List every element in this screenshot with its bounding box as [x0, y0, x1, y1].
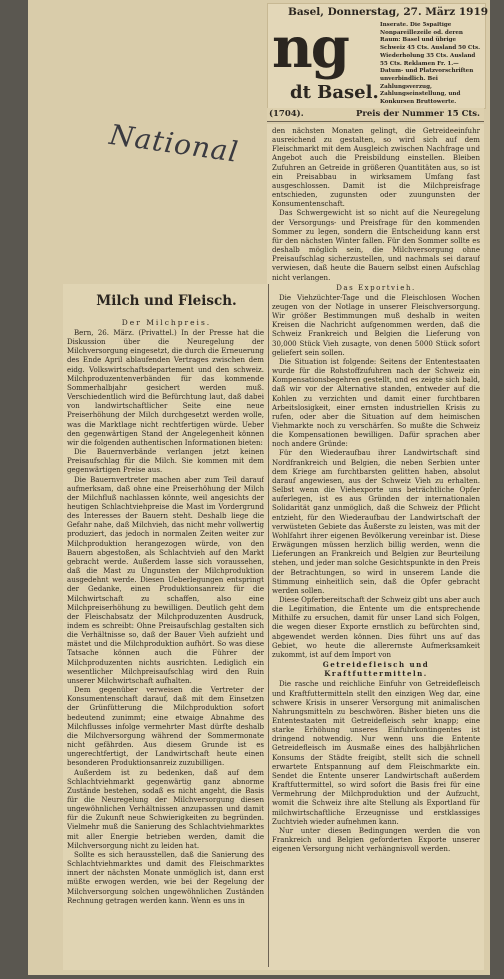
issue-number: (1704). [269, 109, 304, 119]
issue-price: Preis der Nummer 15 Cts. [355, 109, 480, 119]
paragraph: den nächsten Monaten gelingt, die Getreideeinfuhr ausreichend zu gestalten, so wird sich auf dem Fleischmarkt mit dem Ausgleich zwischen Nachfrage und Angebot auch die Preisbildung einstellen. Bleiben Zufuhren an Getreide in größeren Quantitäten aus, so ist ein Preisabbau in wirksamem Umfang fast ausgeschlossen. Damit ist die Milchpreisfrage entschieden, zugunsten oder zuungunsten der Konsumentenschaft. [272, 126, 480, 209]
dateline: Basel, Donnerstag, 27. März 1919 [288, 6, 489, 18]
paragraph: Nur unter diesen Bedingungen werden die von Frankreich und Belgien geforderten Exporte unserer eigenen Versorgung nicht verhängnisvoll werden. [272, 825, 480, 854]
paragraph: Sollte es sich herausstellen, daß die Sanierung des Schlachtviehmarktes und damit des Fleischmarktes innert der nächsten Monate unmöglich ist, dann erst müßte erwogen werden, wie bei der Regelung der Milchversorgung solchen ungewöhnlichen Zuständen Rechnung getragen werden kann. Wenn es uns in [67, 849, 264, 905]
paragraph: Dem gegenüber verweisen die Vertreter der Konsumentenschaft darauf, daß mit dem Einsetzen der Grünfütterung die Milchproduktion sofort bedeutend zunimmt; eine etwaige Abnahme des Milchflusses infolge vermehrter Mast dürfte deshalb die Milchversorgung während der Sommermonate nicht gefährden. Aus diesem Grunde ist es ungerechtfertigt, der Landwirtschaft heute einen besonderen Produktionsanreiz zuzubilligen. [67, 685, 264, 768]
column-separator [268, 284, 269, 967]
section-heading: Getreidefleisch und Kraftfuttermitteln. [322, 660, 430, 679]
left-column-body [67, 328, 264, 964]
paragraph: Die Situation ist folgende: Seitens der Ententestaaten wurde für die Rohstoffzufuhren nach der Schweiz ein Kompensationsbegehren gestellt, und es zeigte sich bald, daß wir vor der Alternative standen, entweder auf die Kohlen zu verzichten und damit einer furchtbaren Arbeitslosigkeit, einer ernsten industriellen Krisis zu rufen, oder aber die Situation auf dem heimischen Viehmarkte noch zu verschärfen. So mußte die Schweiz die Kompensationen bewilligen. Dafür sprachen aber noch andere Gründe: [272, 356, 480, 449]
ad-rates: Inserate. Die 5spaltige Nonpareillezeile od. deren Raum: Basel und übrige Schweiz 45 Cts. Ausland 50 Cts. Wiederholung 35 Cts. Ausland 55 Cts. Reklamen Fr. 1.— Datum- und Platzvorschriften unverbindlich. Bei Zahlungsverzug, Zahlungseinstellung, und Konkursen Bruttowerte. [380, 22, 481, 106]
article-subtitle: Der Milchpreis. [121, 318, 212, 327]
newspaper-logo-fragment: ng [272, 15, 348, 81]
paragraph: Die rasche und reichliche Einfuhr von Getreidefleisch und Kraftfuttermitteln stellt den einzigen Weg dar, eine schwere Krisis in unserer Versorgung mit animalischen Nahrungsmitteln zu beschwören. Bisher bieten uns die Ententestaaten mit Getreidefleisch sehr knapp; eine starke Erhöhung unseres Einfuhrkontingentes ist dringend notwendig. Nur wenn uns die Entente Getreidefleisch im Ausmaße eines des halbjährlichen Konsums der Städte freigibt, stellt sich die schnell erwartete Entspannung auf dem Fleischmarkte ein. Sendet die Entente unserer Landwirtschaft außerdem Kraftfuttermittel, so wird sofort die Basis frei für eine Vermehrung der Milchproduktion und der Aufzucht, womit die Schweiz ihre alte Stellung als Exportland für milchwirtschaftliche Erzeugnisse und erstklassiges Zuchtvieh wieder aufnehmen kann. [272, 679, 480, 826]
paragraph: Das Schwergewicht ist so nicht auf die Neuregelung der Versorgungs- und Preisfrage für den kommenden Sommer zu legen, sondern die Entscheidung kann erst für den nächsten Winter fallen. Für den Sommer sollte es deshalb möglich sein, die Milchversorgung ohne Preisaufschlag sicherzustellen, und nachmals sei darauf verwiesen, daß heute die Bauern selbst einen Aufschlag nicht verlangen. [272, 208, 480, 282]
handwritten-annotation: National [107, 118, 241, 169]
masthead-clipping [267, 3, 489, 109]
paragraph: Die Bauernverbände verlangen jetzt keinen Preisaufschlag für die Milch. Sie kommen mit dem gegenwärtigen Preise aus. [67, 447, 264, 475]
issue-line [267, 108, 484, 122]
paragraph: Diese Opferbereitschaft der Schweiz gibt uns aber auch die Legitimation, die Entente um die entsprechende Mithilfe zu ersuchen, damit für unser Land sich Folgen, die wegen dieser Exporte ernstlich zu befürchten sind, abgewendet werden können. Dies führt uns auf das Gebiet, wo heute die allerernste Aufmerksamkeit zukommt, ist auf dem Import von [272, 594, 480, 659]
paragraph: Für den Wiederaufbau ihrer Landwirtschaft sind Nordfrankreich und Belgien, die neben Serbien unter dem Kriege am furchtbarsten gelitten haben, absolut darauf angewiesen, aus der Schweiz Vieh zu erhalten. Selbst wenn die Viehexporte uns beträchtliche Opfer auferlegen, ist es aus Gründen der internationalen Solidarität ganz unmöglich, daß die Schweiz der Pflicht entzieht, für den Wiederaufbau der Landwirtschaft der verwüsteten Gebiete das Äußerste zu leisten, was mit der Wohlfahrt ihrer eigenen Bevölkerung vereinbar ist. Diese Erwägungen müssen herzlich billig werden, wenn die Lieferungen an Frankreich und Belgien zur Beurteilung stehen, und jeder man solche Gesichtspunkte in den Preis der Betrachtungen, so wird in unserem Lande die Stimmung einheitlich sein, daß die Opfer gebracht werden sollen. [272, 448, 480, 595]
newspaper-city-fragment: dt Basel. [290, 82, 379, 103]
paragraph: Außerdem ist zu bedenken, daß auf dem Schlachtviehmarkt gegenwärtig ganz abnorme Zustände bestehen, sodaß es nicht angeht, die Basis für die Neuregelung der Milchversorgung diesen ungewöhnlichen Verhältnissen anzupassen und damit für die Zukunft neue Schwierigkeiten zu begründen. Vielmehr muß die Sanierung des Schlachtviehmarktes mit aller Energie betrieben werden, damit die Milchversorgung nicht zu leiden hat. [67, 767, 264, 850]
masthead-rule [267, 121, 484, 122]
right-column-body [272, 126, 480, 966]
paragraph: Die Viehzüchter-Tage und die Fleischlosen Wochen zeugen von der Notlage in unserer Fleischversorgung. Wir größer Bestimmungen muß deshalb in weiten Kreisen die Nachricht aufgenommen werden, daß die Schweiz Frankreich und Belgien die Lieferung von 30,000 Stück Vieh zusagte, von denen 5000 Stück sofort geliefert sein sollen. [272, 292, 480, 357]
article-title: Milch und Fleisch. [96, 293, 237, 309]
section-heading: Das Exportvieh. [336, 282, 416, 292]
paragraph: Bern, 26. März. (Privattel.) In der Presse hat die Diskussion über die Neuregelung der Milchversorgung eingesetzt, die durch die Erneuerung des Ende April ablaufenden Vertrages zwischen dem eidg. Volkswirtschaftsdepartement und den schweiz. Milchproduzentenverbänden für das kommende Sommerhalbjahr gesichert werden muß. Verschiedentlich wird die Befürchtung laut, daß dabei von landwirtschaftlicher Seite eine neue Preiserhöhung der Milch durchgesetzt werden wolle, was die Marktlage nicht rechtfertigen würde. Ueber den gegenwärtigen Stand der Angelegenheit können wir die folgenden authentischen Informationen bieten: [67, 328, 264, 447]
paragraph: Die Bauernvertreter machen aber zum Teil darauf aufmerksam, daß ohne eine Preiserhöhung der Milch der Milchfluß nachlassen könnte, weil angesichts der heutigen Schlachtviehpreise die Mast im Vordergrund des Interesses der Bauern steht. Deshalb liege die Gefahr nahe, daß Milchvieh, das nicht mehr vollwertig produziert, das jedoch in normalen Zeiten weiter zur Milchproduktion herangezogen würde, von den Bauern abgestoßen, als Schlachtvieh auf den Markt gebracht werde. Außerdem lasse sich voraussehen, daß die Mast zu Ungunsten der Milchproduktion ausgedehnt werde. Diesen Ueberlegungen entspringt der Gedanke, einen Produktionsanreiz für die Milchwirtschaft zu schaffen, also eine Milchpreiserhöhung zu bewilligen. Deutlich geht dem der Fleischabsatz der Milchproduzenten Ausdruck, indem es schreibt: Ohne Preisaufschlag gestalten sich die Verhältnisse so, daß der Bauer Vieh aufzieht und mästet und die Milchproduktion aufhört. So was diese Tatsache können auch die Führer der Milchproduzenten nichts ausrichten. Lediglich ein wesentlicher Milchpreisaufschlag wird den Ruin unserer Milchwirtschaft aufhalten. [67, 474, 264, 685]
